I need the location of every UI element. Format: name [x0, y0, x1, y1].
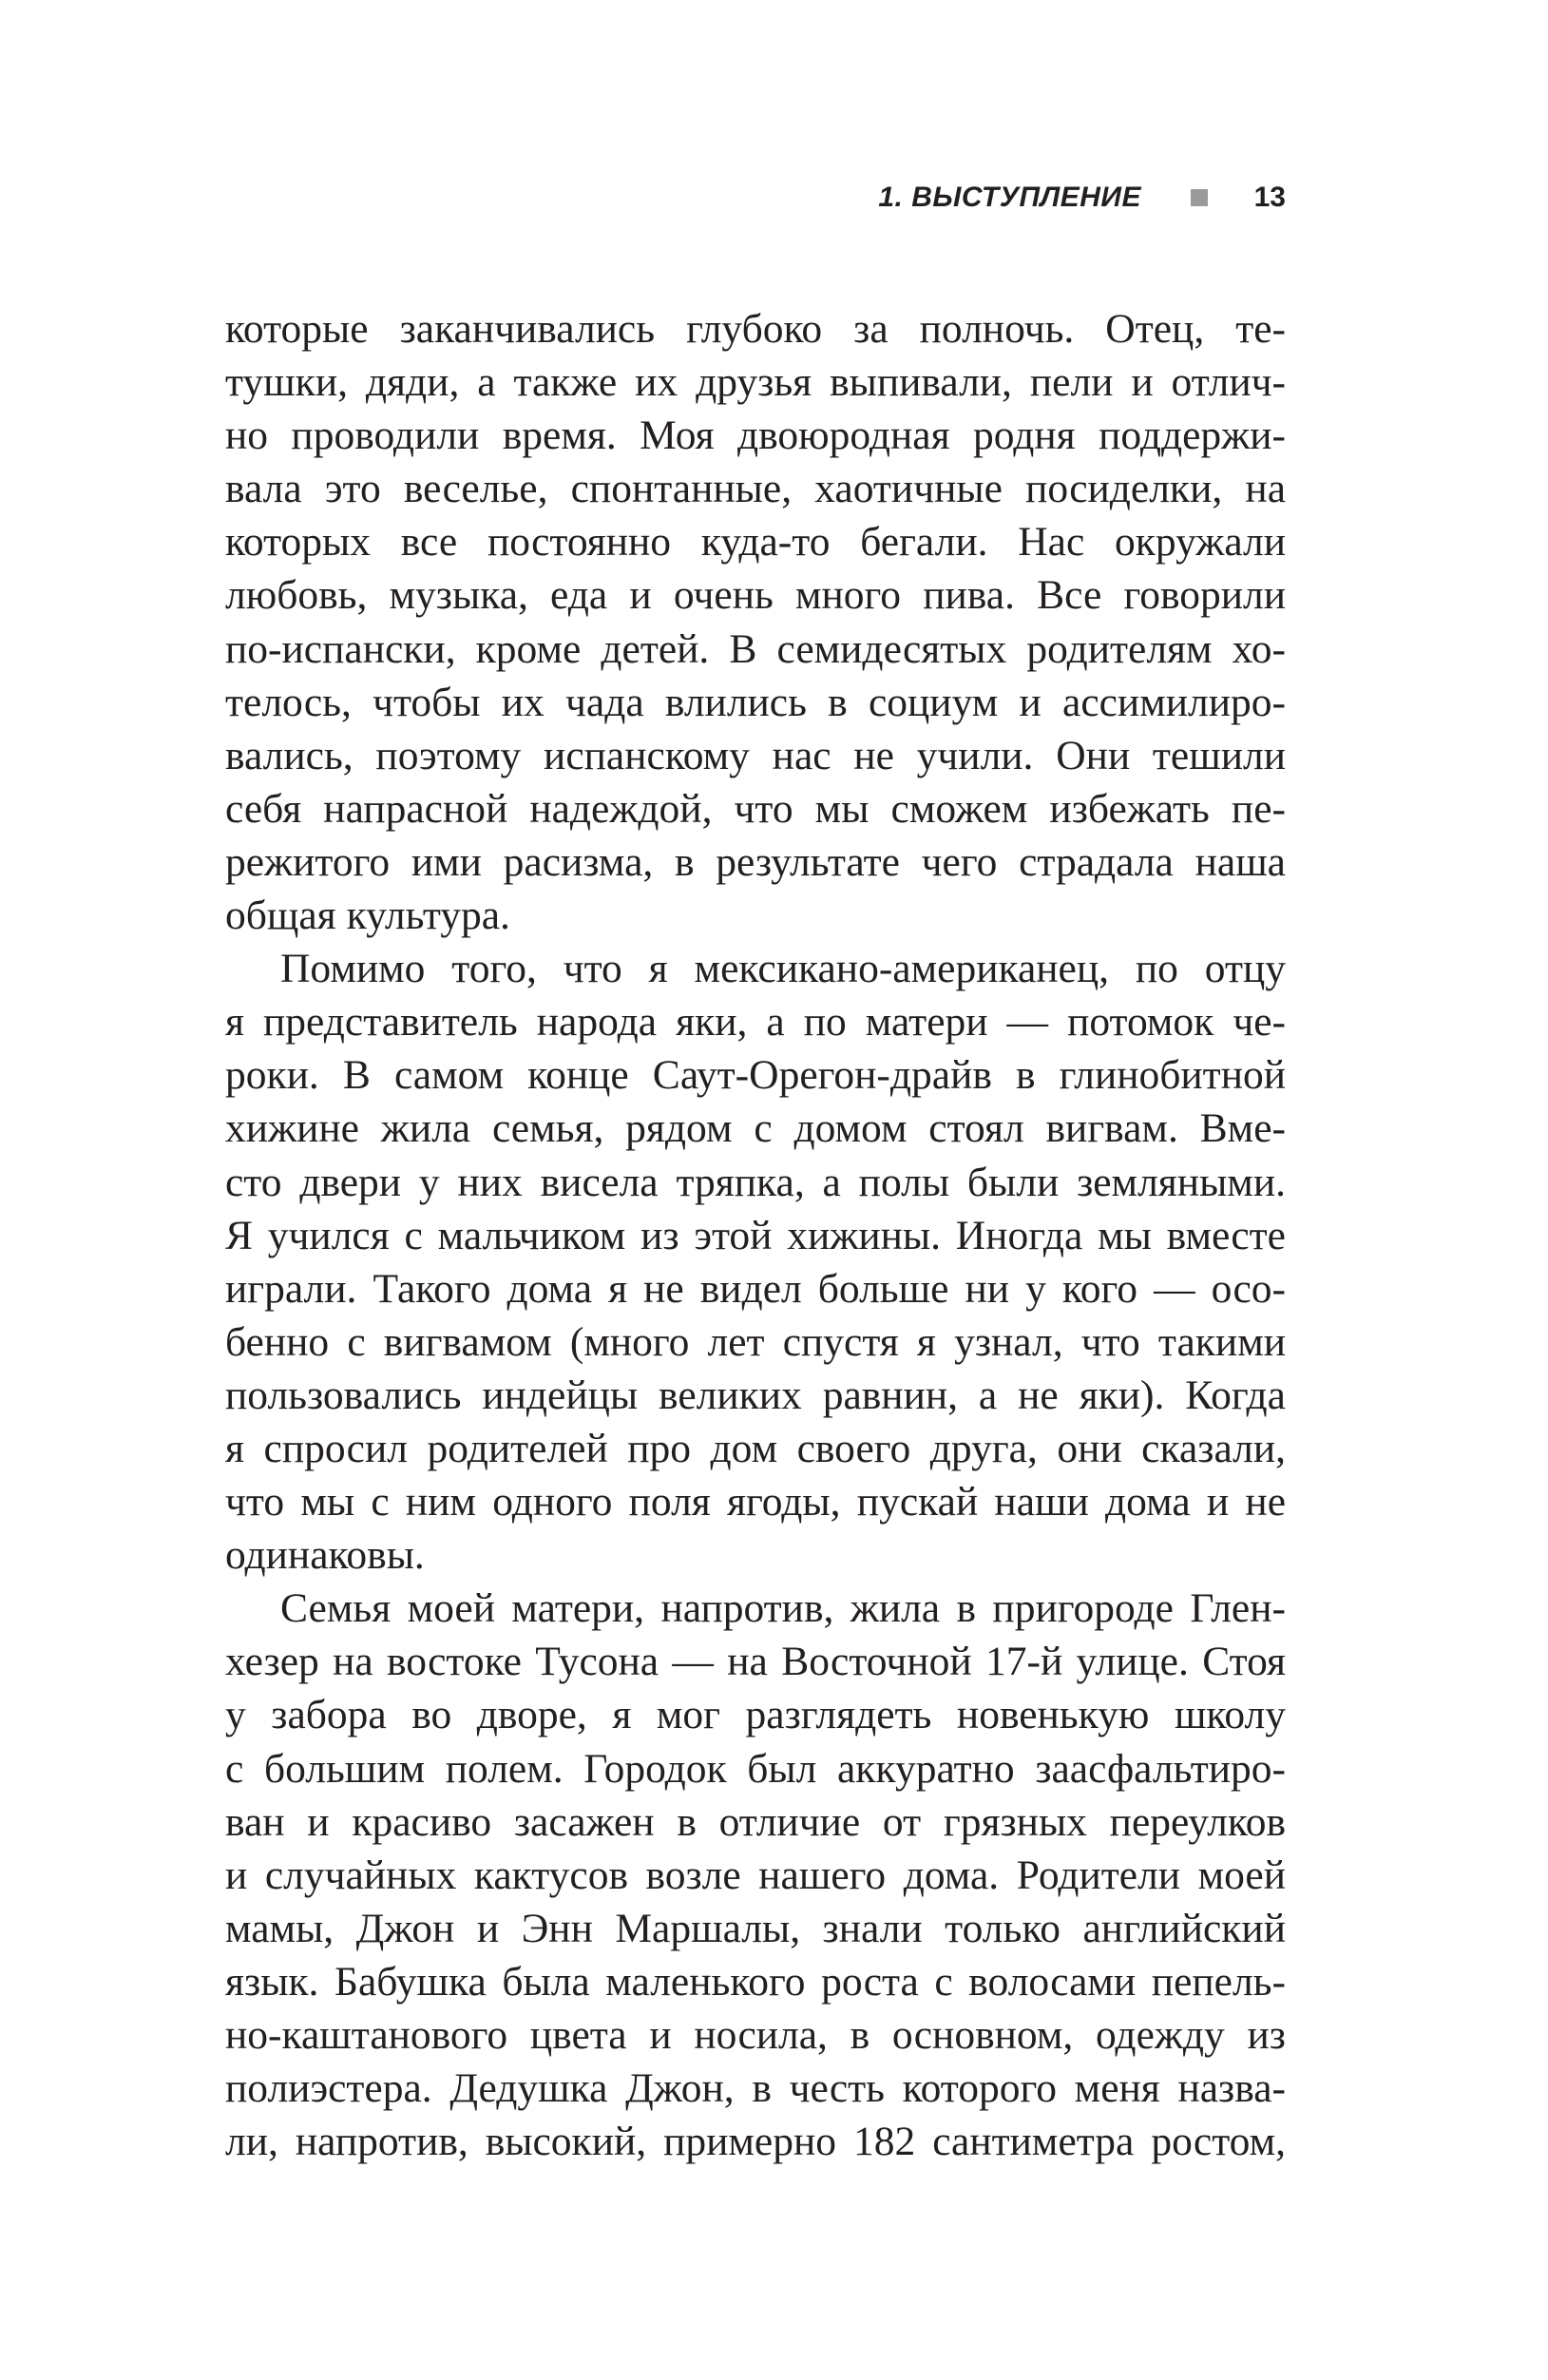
text-line: по-испански, кроме детей. В семидесятых родителям хо- — [225, 625, 1286, 672]
body-text — [225, 302, 1286, 2168]
paragraph-end-line: одинаковы. — [225, 1532, 425, 1579]
text-line: которые заканчивались глубоко за полночь. Отец, те- — [225, 306, 1286, 352]
text-line: хижине жила семья, рядом с домом стоял вигвам. Вме- — [225, 1105, 1286, 1152]
text-line: вала это веселье, спонтанные, хаотичные посиделки, на — [225, 466, 1286, 512]
text-line: пользовались индейцы великих равнин, а не яки). Когда — [225, 1372, 1286, 1418]
running-title: 1. ВЫСТУПЛЕНИЕ — [878, 182, 1141, 213]
text-line: ли, напротив, высокий, примерно 182 сантиметра ростом, — [225, 2119, 1286, 2165]
text-line: играли. Такого дома я не видел больше ни у кого — осо- — [225, 1265, 1286, 1312]
text-line: сто двери у них висела тряпка, а полы были земляными. — [225, 1159, 1286, 1205]
text-line: мамы, Джон и Энн Маршалы, знали только английский — [225, 1905, 1286, 1951]
text-line: себя напрасной надеждой, что мы сможем избежать пе- — [225, 785, 1286, 832]
text-line: и случайных кактусов возле нашего дома. Родители моей — [225, 1852, 1286, 1898]
text-line: роки. В самом конце Саут-Орегон-драйв в глинобитной — [225, 1052, 1286, 1099]
text-line: язык. Бабушка была маленького роста с волосами пепель- — [225, 1958, 1286, 2005]
text-line: что мы с ним одного поля ягоды, пускай наши дома и не — [225, 1479, 1286, 1526]
text-line: режитого ими расизма, в результате чего страдала наша — [225, 838, 1286, 885]
text-line: я спросил родителей про дом своего друга, они сказали, — [225, 1425, 1286, 1471]
text-line: которых все постоянно куда-то бегали. Нас окружали — [225, 519, 1286, 566]
text-line: хезер на востоке Тусона — на Восточной 17-й улице. Стоя — [225, 1639, 1286, 1685]
text-line: Я учился с мальчиком из этой хижины. Иногда мы вместе — [225, 1212, 1286, 1258]
paragraph-first-line: Помимо того, что я мексикано-американец, по отцу — [280, 946, 1286, 992]
text-line: любовь, музыка, еда и очень много пива. Все говорили — [225, 572, 1286, 619]
text-line: тушки, дяди, а также их друзья выпивали, пели и отлич- — [225, 359, 1286, 406]
paragraph-first-line: Семья моей матери, напротив, жила в пригороде Глен- — [280, 1585, 1286, 1632]
text-line: но проводили время. Моя двоюродная родня поддержи- — [225, 413, 1286, 459]
text-line: с большим полем. Городок был аккуратно заасфальтиро- — [225, 1745, 1286, 1792]
text-line: но-каштанового цвета и носила, в основном, одежду из — [225, 2012, 1286, 2058]
paragraph-end-line: общая культура. — [225, 892, 510, 939]
running-header — [0, 177, 1286, 219]
page-number: 13 — [1253, 182, 1286, 213]
text-line: у забора во дворе, я мог разглядеть новенькую школу — [225, 1692, 1286, 1738]
text-line: вались, поэтому испанскому нас не учили. Они тешили — [225, 732, 1286, 778]
text-line: я представитель народа яки, а по матери — потомок че- — [225, 999, 1286, 1046]
header-separator-square — [1191, 189, 1208, 206]
text-line: телось, чтобы их чада влились в социум и ассимилиро- — [225, 679, 1286, 725]
text-line: бенно с вигвамом (много лет спустя я узнал, что такими — [225, 1318, 1286, 1365]
text-line: ван и красиво засажен в отличие от грязных переулков — [225, 1798, 1286, 1845]
text-line: полиэстера. Дедушка Джон, в честь которого меня назва- — [225, 2065, 1286, 2112]
